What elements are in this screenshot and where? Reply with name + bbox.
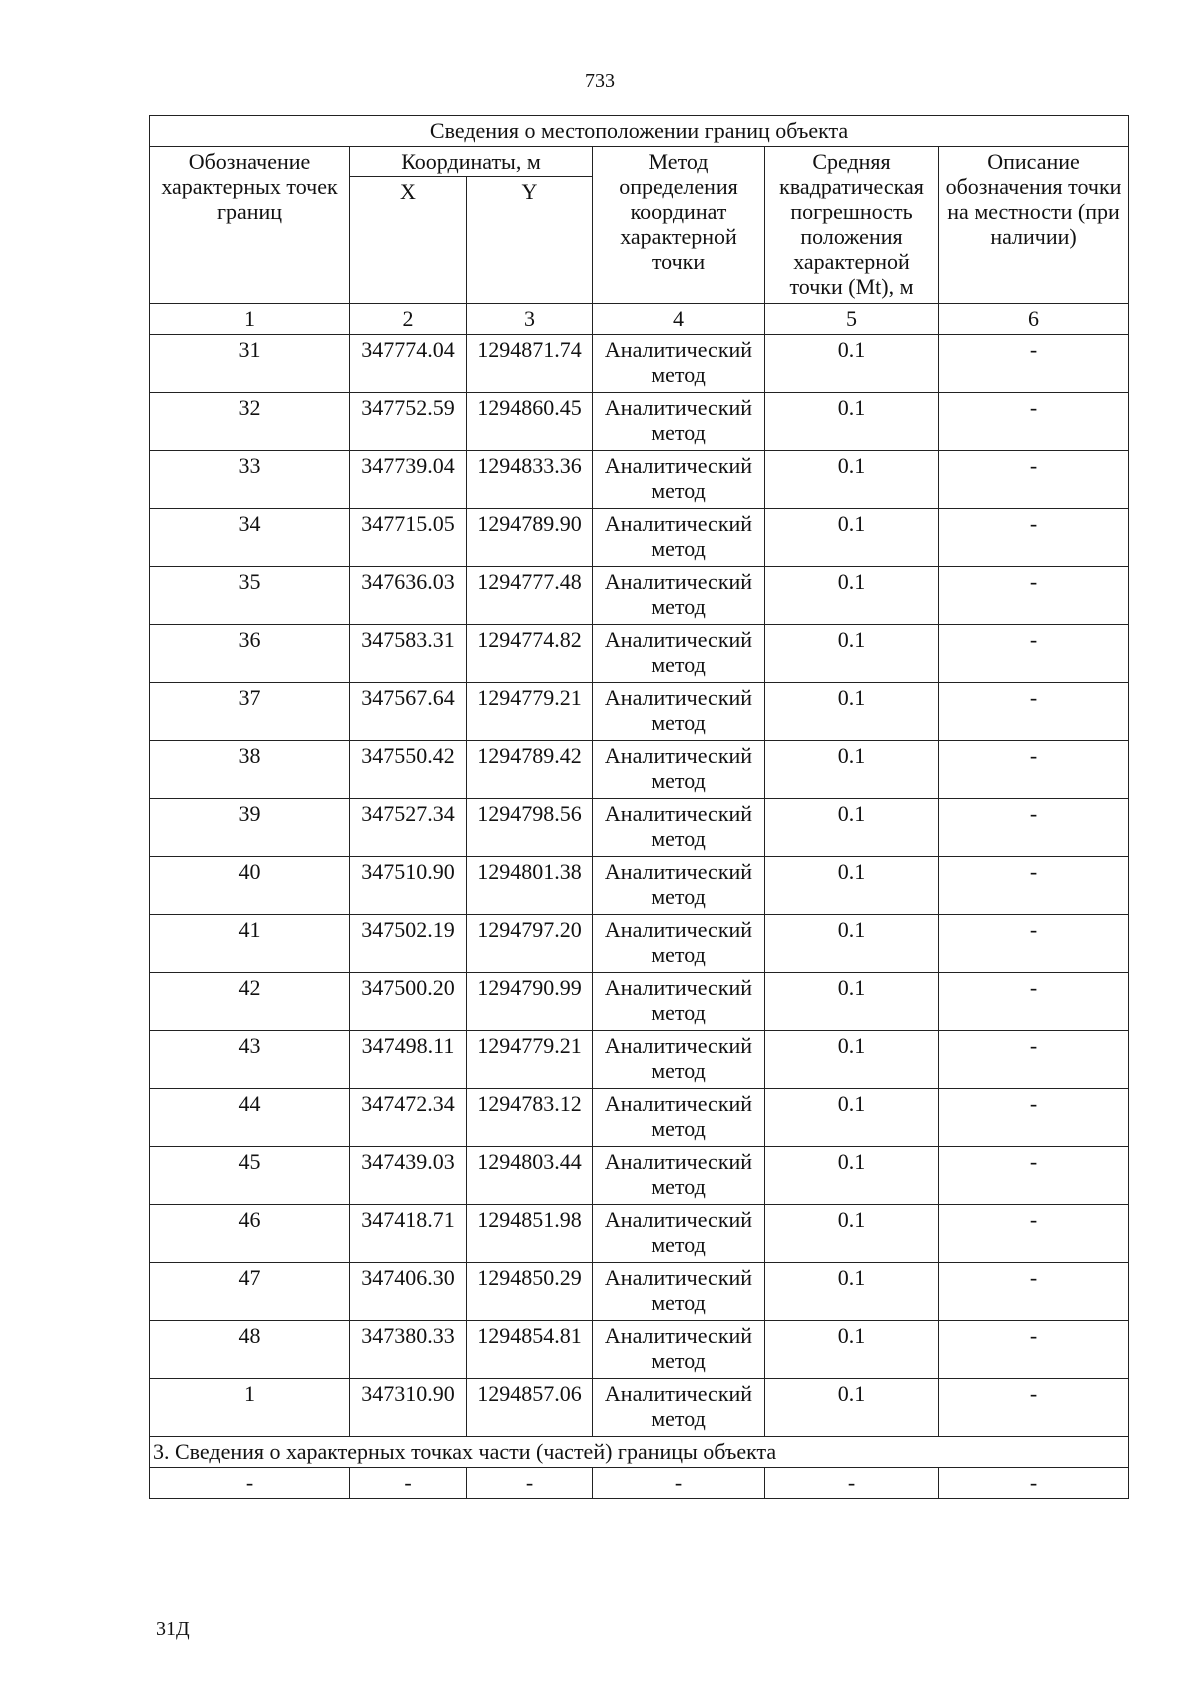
table-row	[150, 335, 1129, 393]
header-method: Метод определения координат характерной точки	[593, 147, 765, 304]
cell-x: 347567.64	[350, 683, 467, 741]
cell-description: -	[939, 1379, 1129, 1437]
cell-description: -	[939, 1147, 1129, 1205]
page-number: 733	[585, 70, 615, 92]
cell-y: 1294850.29	[467, 1263, 593, 1321]
table-row	[150, 1379, 1129, 1437]
cell-x: 347500.20	[350, 973, 467, 1031]
cell-y: 1294798.56	[467, 799, 593, 857]
header-row-1	[150, 147, 1129, 177]
cell-method: Аналитический метод	[593, 1205, 765, 1263]
cell-y: 1294857.06	[467, 1379, 593, 1437]
cell-method: Аналитический метод	[593, 625, 765, 683]
cell-y: 1294790.99	[467, 973, 593, 1031]
cell-method: Аналитический метод	[593, 973, 765, 1031]
column-number: 6	[939, 304, 1129, 335]
cell-point: 34	[150, 509, 350, 567]
header-description: Описание обозначения точки на местности (при наличии)	[939, 147, 1129, 304]
cell-y: 1294774.82	[467, 625, 593, 683]
table-row	[150, 1205, 1129, 1263]
cell-method: Аналитический метод	[593, 1147, 765, 1205]
cell-y: 1294797.20	[467, 915, 593, 973]
cell-x: 347774.04	[350, 335, 467, 393]
cell-method: Аналитический метод	[593, 1379, 765, 1437]
cell-x: 347636.03	[350, 567, 467, 625]
cell-x: 347472.34	[350, 1089, 467, 1147]
cell-empty: -	[593, 1468, 765, 1499]
cell-point: 39	[150, 799, 350, 857]
cell-error: 0.1	[765, 625, 939, 683]
cell-method: Аналитический метод	[593, 1321, 765, 1379]
cell-method: Аналитический метод	[593, 393, 765, 451]
header-x: X	[350, 177, 467, 304]
cell-point: 47	[150, 1263, 350, 1321]
cell-point: 1	[150, 1379, 350, 1437]
cell-y: 1294777.48	[467, 567, 593, 625]
table-row	[150, 799, 1129, 857]
cell-method: Аналитический метод	[593, 1263, 765, 1321]
cell-error: 0.1	[765, 393, 939, 451]
cell-error: 0.1	[765, 1321, 939, 1379]
cell-point: 42	[150, 973, 350, 1031]
cell-point: 37	[150, 683, 350, 741]
table-row	[150, 973, 1129, 1031]
column-number: 1	[150, 304, 350, 335]
cell-y: 1294803.44	[467, 1147, 593, 1205]
cell-x: 347418.71	[350, 1205, 467, 1263]
cell-y: 1294854.81	[467, 1321, 593, 1379]
cell-method: Аналитический метод	[593, 335, 765, 393]
cell-x: 347439.03	[350, 1147, 467, 1205]
cell-description: -	[939, 799, 1129, 857]
cell-point: 35	[150, 567, 350, 625]
cell-description: -	[939, 335, 1129, 393]
cell-error: 0.1	[765, 509, 939, 567]
cell-y: 1294860.45	[467, 393, 593, 451]
column-number: 5	[765, 304, 939, 335]
header-coords: Координаты, м	[350, 147, 593, 177]
cell-point: 43	[150, 1031, 350, 1089]
table-row	[150, 393, 1129, 451]
column-number: 4	[593, 304, 765, 335]
table-row	[150, 1263, 1129, 1321]
cell-error: 0.1	[765, 1147, 939, 1205]
cell-description: -	[939, 1031, 1129, 1089]
cell-method: Аналитический метод	[593, 451, 765, 509]
table-row	[150, 857, 1129, 915]
cell-empty: -	[765, 1468, 939, 1499]
cell-x: 347752.59	[350, 393, 467, 451]
cell-error: 0.1	[765, 857, 939, 915]
cell-x: 347510.90	[350, 857, 467, 915]
cell-error: 0.1	[765, 1205, 939, 1263]
cell-description: -	[939, 1205, 1129, 1263]
table-row	[150, 509, 1129, 567]
header-y: Y	[467, 177, 593, 304]
section3-empty-row	[150, 1468, 1129, 1499]
cell-description: -	[939, 451, 1129, 509]
cell-point: 45	[150, 1147, 350, 1205]
cell-empty: -	[350, 1468, 467, 1499]
table-row	[150, 683, 1129, 741]
cell-y: 1294779.21	[467, 1031, 593, 1089]
cell-error: 0.1	[765, 683, 939, 741]
table-row	[150, 625, 1129, 683]
column-number-row	[150, 304, 1129, 335]
cell-x: 347406.30	[350, 1263, 467, 1321]
cell-description: -	[939, 393, 1129, 451]
boundary-table	[149, 115, 1129, 1499]
cell-description: -	[939, 567, 1129, 625]
table-row	[150, 1031, 1129, 1089]
cell-description: -	[939, 625, 1129, 683]
cell-error: 0.1	[765, 451, 939, 509]
cell-error: 0.1	[765, 567, 939, 625]
cell-x: 347502.19	[350, 915, 467, 973]
cell-x: 347310.90	[350, 1379, 467, 1437]
cell-empty: -	[150, 1468, 350, 1499]
cell-y: 1294851.98	[467, 1205, 593, 1263]
cell-point: 48	[150, 1321, 350, 1379]
cell-method: Аналитический метод	[593, 509, 765, 567]
cell-error: 0.1	[765, 335, 939, 393]
table-row	[150, 915, 1129, 973]
cell-point: 31	[150, 335, 350, 393]
cell-description: -	[939, 973, 1129, 1031]
table-row	[150, 741, 1129, 799]
cell-y: 1294871.74	[467, 335, 593, 393]
table-row	[150, 1321, 1129, 1379]
cell-y: 1294789.90	[467, 509, 593, 567]
cell-description: -	[939, 1321, 1129, 1379]
cell-x: 347498.11	[350, 1031, 467, 1089]
cell-point: 32	[150, 393, 350, 451]
header-point: Обозначение характерных точек границ	[150, 147, 350, 304]
cell-error: 0.1	[765, 1031, 939, 1089]
cell-error: 0.1	[765, 1089, 939, 1147]
cell-point: 36	[150, 625, 350, 683]
cell-y: 1294779.21	[467, 683, 593, 741]
table-row	[150, 1089, 1129, 1147]
column-number: 3	[467, 304, 593, 335]
cell-error: 0.1	[765, 915, 939, 973]
cell-empty: -	[939, 1468, 1129, 1499]
cell-description: -	[939, 857, 1129, 915]
cell-point: 33	[150, 451, 350, 509]
table-title-row	[150, 116, 1129, 147]
cell-method: Аналитический метод	[593, 1089, 765, 1147]
cell-method: Аналитический метод	[593, 741, 765, 799]
column-number: 2	[350, 304, 467, 335]
cell-error: 0.1	[765, 799, 939, 857]
footer-code: 31Д	[156, 1618, 190, 1640]
cell-y: 1294783.12	[467, 1089, 593, 1147]
cell-x: 347739.04	[350, 451, 467, 509]
cell-point: 44	[150, 1089, 350, 1147]
cell-description: -	[939, 1263, 1129, 1321]
cell-y: 1294801.38	[467, 857, 593, 915]
cell-method: Аналитический метод	[593, 857, 765, 915]
cell-error: 0.1	[765, 741, 939, 799]
cell-method: Аналитический метод	[593, 567, 765, 625]
cell-point: 46	[150, 1205, 350, 1263]
cell-point: 38	[150, 741, 350, 799]
cell-method: Аналитический метод	[593, 683, 765, 741]
cell-description: -	[939, 741, 1129, 799]
cell-x: 347380.33	[350, 1321, 467, 1379]
cell-description: -	[939, 509, 1129, 567]
cell-method: Аналитический метод	[593, 799, 765, 857]
cell-x: 347527.34	[350, 799, 467, 857]
table-row	[150, 451, 1129, 509]
cell-error: 0.1	[765, 1379, 939, 1437]
cell-y: 1294789.42	[467, 741, 593, 799]
cell-error: 0.1	[765, 973, 939, 1031]
table-row	[150, 567, 1129, 625]
cell-point: 40	[150, 857, 350, 915]
cell-description: -	[939, 683, 1129, 741]
section3-title: 3. Сведения о характерных точках части (частей) границы объекта	[150, 1437, 1129, 1468]
cell-empty: -	[467, 1468, 593, 1499]
cell-description: -	[939, 915, 1129, 973]
table-row	[150, 1147, 1129, 1205]
header-error: Средняя квадратическая погрешность положения характерной точки (Mt), м	[765, 147, 939, 304]
cell-x: 347550.42	[350, 741, 467, 799]
cell-x: 347583.31	[350, 625, 467, 683]
section3-title-row	[150, 1437, 1129, 1468]
cell-x: 347715.05	[350, 509, 467, 567]
cell-y: 1294833.36	[467, 451, 593, 509]
cell-error: 0.1	[765, 1263, 939, 1321]
cell-method: Аналитический метод	[593, 915, 765, 973]
cell-point: 41	[150, 915, 350, 973]
cell-description: -	[939, 1089, 1129, 1147]
cell-method: Аналитический метод	[593, 1031, 765, 1089]
table-title: Сведения о местоположении границ объекта	[150, 116, 1129, 147]
